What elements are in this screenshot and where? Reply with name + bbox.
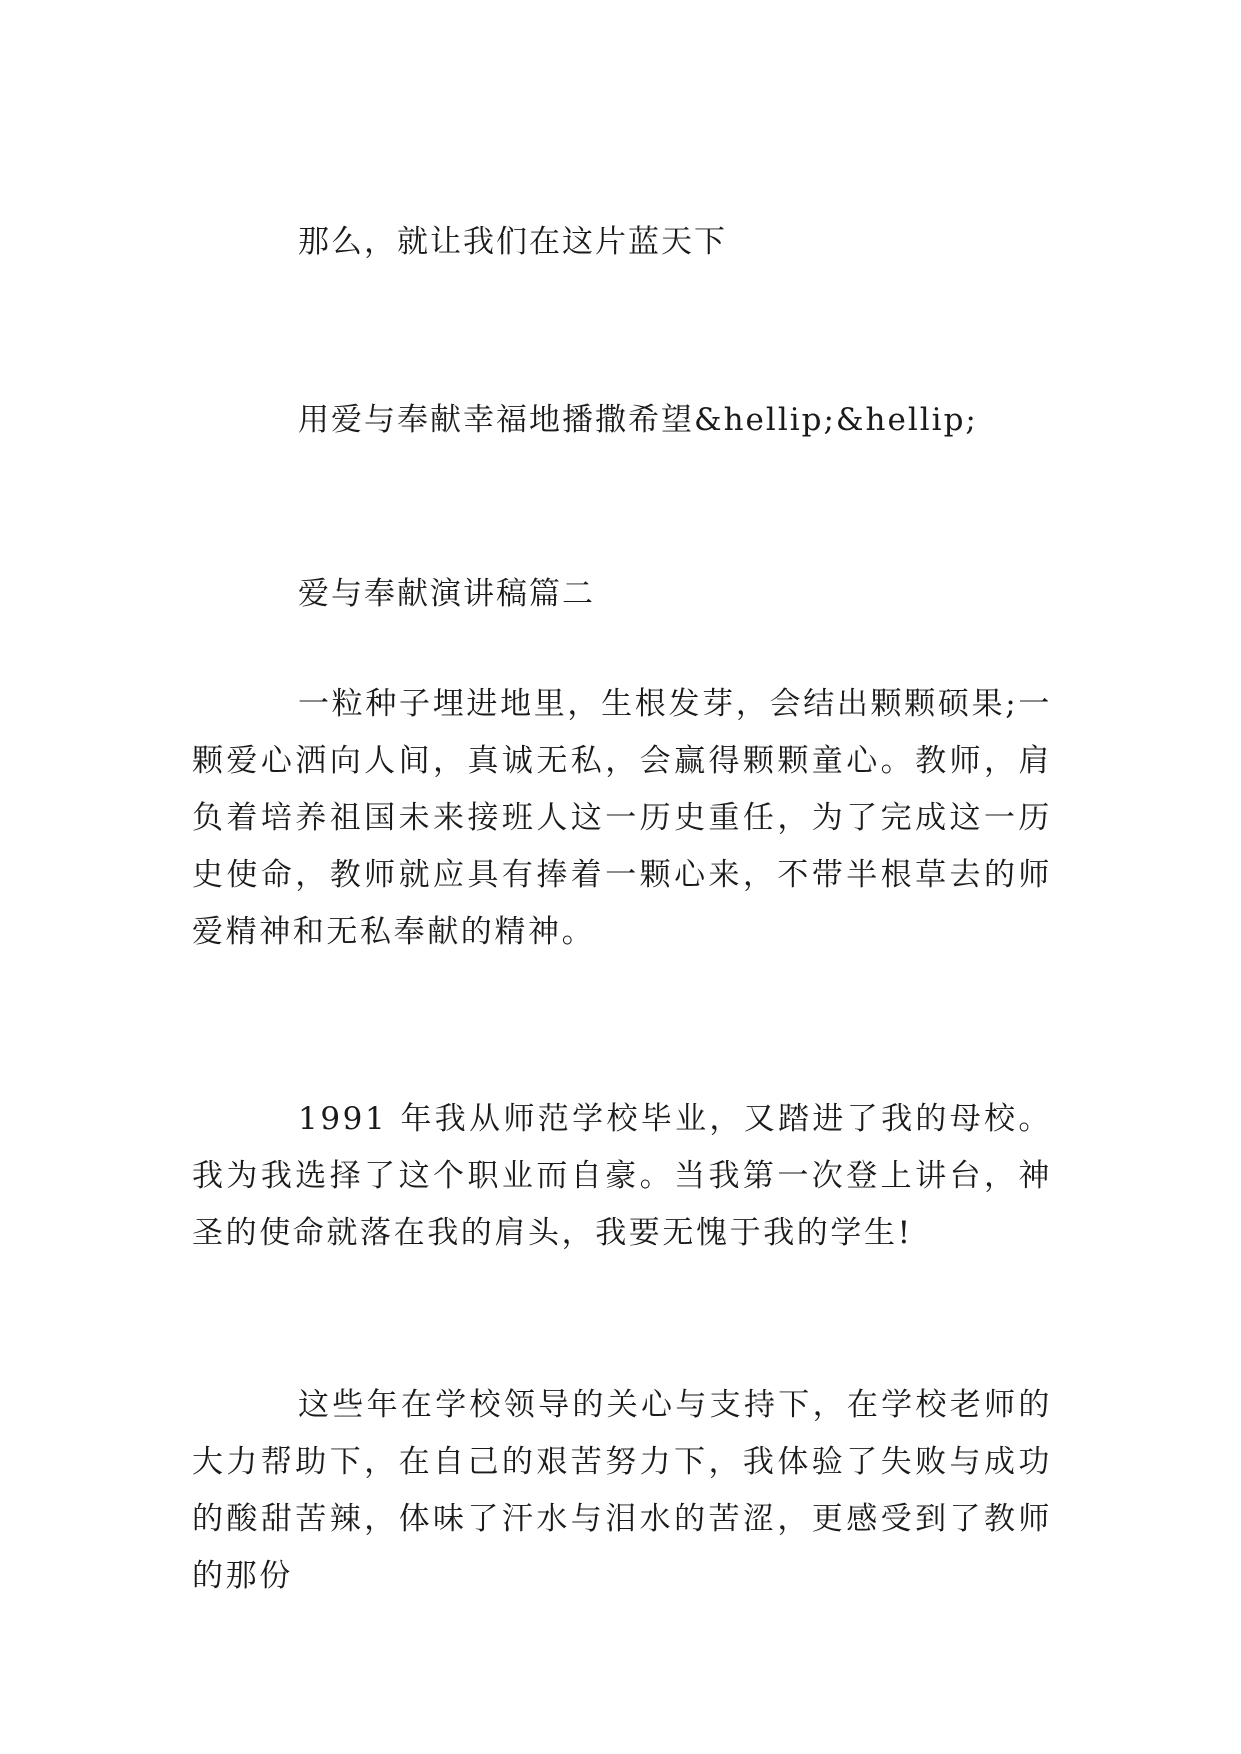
- paragraph: 1991 年我从师范学校毕业，又踏进了我的母校。我为我选择了这个职业而自豪。当我第一次登上讲台，神圣的使命就落在我的肩头，我要无愧于我的学生!: [192, 1101, 1052, 1251]
- text-line: 用爱与奉献幸福地播撒希望&hellip;&hellip;: [298, 402, 978, 438]
- text-line: 那么，就让我们在这片蓝天下: [298, 224, 727, 260]
- paragraph: 一粒种子埋进地里，生根发芽，会结出颗颗硕果;一颗爱心洒向人间，真诚无私，会赢得颗颗童心。教师，肩负着培养祖国未来接班人这一历史重任，为了完成这一历史使命，教师就应具有捧着一颗心来，不带半根草去的师爱精神和无私奉献的精神。: [192, 686, 1052, 950]
- paragraph: 这些年在学校领导的关心与支持下，在学校老师的大力帮助下，在自己的艰苦努力下，我体验了失败与成功的酸甜苦辣，体味了汗水与泪水的苦涩，更感受到了教师的那份: [192, 1387, 1052, 1594]
- section-heading: 爱与奉献演讲稿篇二: [298, 576, 595, 612]
